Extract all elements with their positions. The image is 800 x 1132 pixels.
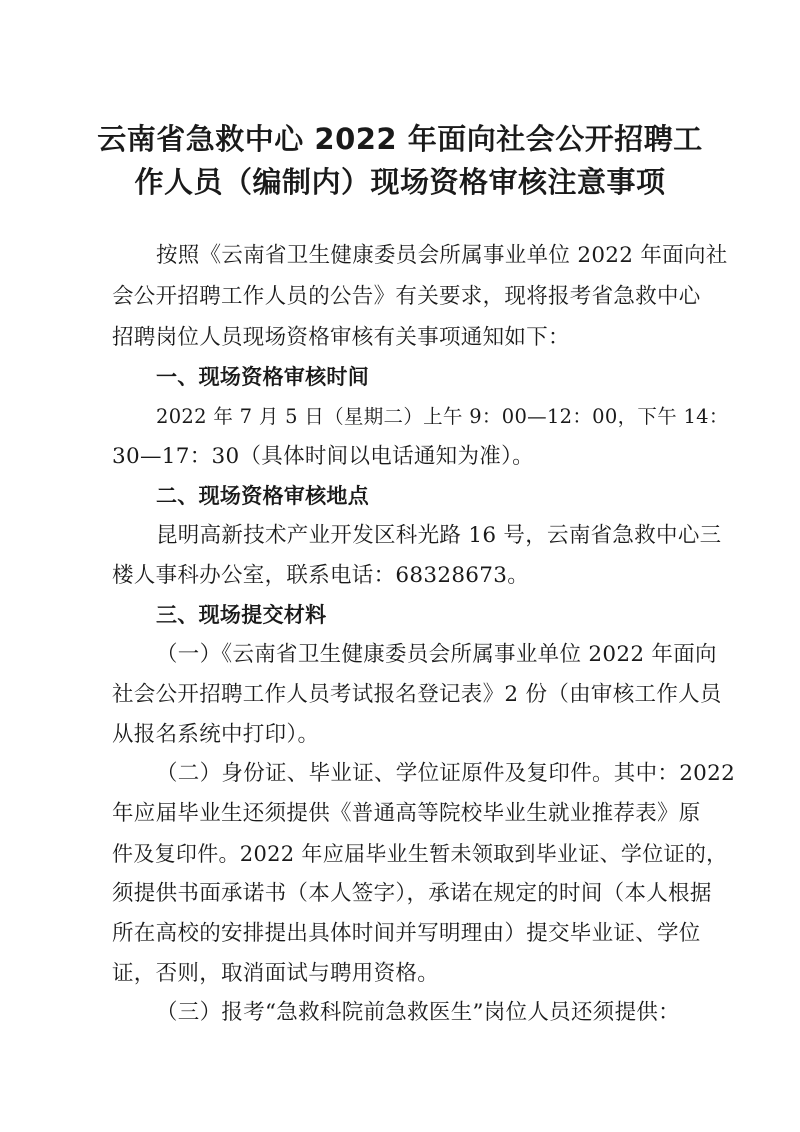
body-line: 招聘岗位人员现场资格审核有关事项通知如下： — [112, 325, 570, 350]
body-line: 证，否则，取消面试与聘用资格。 — [112, 961, 440, 986]
body-line: 社会公开招聘工作人员考试报名登记表》2 份（由审核工作人员 — [112, 682, 722, 707]
body-line: （二）身份证、毕业证、学位证原件及复印件。其中：2022 — [156, 761, 736, 786]
document-title-line-1: 云南省急救中心 2022 年面向社会公开招聘工 — [97, 122, 703, 156]
body-line: 从报名系统中打印）。 — [112, 722, 320, 747]
body-line: 所在高校的安排提出具体时间并写明理由）提交毕业证、学位 — [112, 921, 701, 946]
body-line: （三）报考“急救科院前急救医生”岗位人员还须提供： — [156, 1000, 680, 1025]
body-line: （一）《云南省卫生健康委员会所属事业单位 2022 年面向 — [156, 642, 717, 667]
body-line: 按照《云南省卫生健康委员会所属事业单位 2022 年面向社 — [156, 243, 728, 268]
body-line: 昆明高新技术产业开发区科光路 16 号，云南省急救中心三 — [156, 523, 722, 548]
section-heading-location: 二、现场资格审核地点 — [156, 484, 369, 508]
body-line: 会公开招聘工作人员的公告》有关要求，现将报考省急救中心 — [112, 284, 701, 309]
body-line: 楼人事科办公室，联系电话：68328673。 — [112, 563, 530, 588]
document-title-line-2: 作人员（编制内）现场资格审核注意事项 — [134, 165, 666, 199]
body-line: 件及复印件。2022 年应届毕业生暂未领取到毕业证、学位证的， — [112, 842, 728, 866]
body-line: 30—17：30（具体时间以电话通知为准）。 — [112, 444, 534, 469]
body-line: 年应届毕业生还须提供《普通高等院校毕业生就业推荐表》原 — [112, 801, 701, 826]
body-line: 须提供书面承诺书（本人签字），承诺在规定的时间（本人根据 — [112, 881, 712, 906]
section-heading-time: 一、现场资格审核时间 — [156, 365, 369, 389]
section-heading-materials: 三、现场提交材料 — [156, 603, 327, 627]
body-line: 2022 年 7 月 5 日（星期二）上午 9：00—12：00，下午 14： — [156, 405, 729, 428]
